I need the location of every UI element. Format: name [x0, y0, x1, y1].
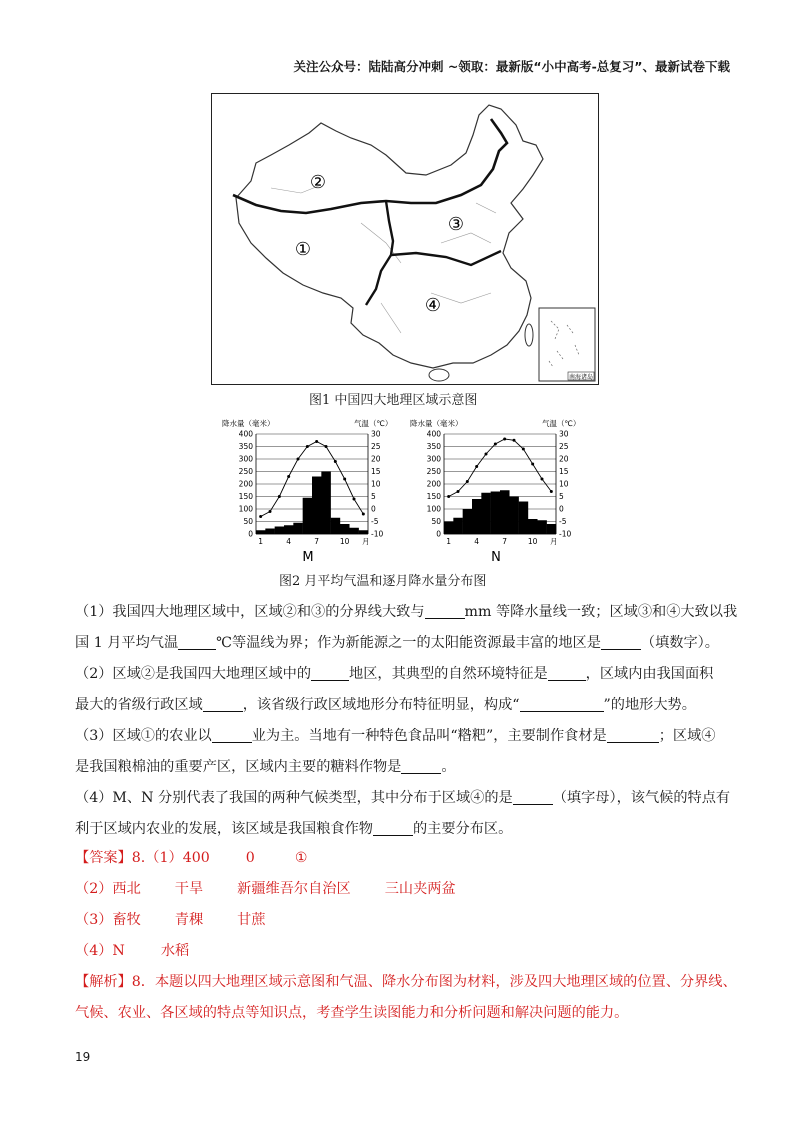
y-tick-label-left: 150 — [426, 492, 441, 501]
answer-blank[interactable] — [311, 664, 349, 681]
temperature-point — [485, 453, 488, 456]
temperature-point — [362, 513, 365, 516]
x-tick-label: 4 — [474, 537, 480, 546]
answer-line2: （2）西北 干旱 新疆维吾尔自治区 三山夹两盆 — [75, 881, 456, 897]
precip-bar — [472, 499, 482, 534]
q2-line2: 最大的省级行政区域 ，该省级行政区域地形分布特征明显，构成“ ”的地形大势。 — [75, 697, 696, 713]
q4-line1: （4）M、N 分别代表了我国的两种气候类型，其中分布于区域④的是 （填字母），该气候的特点有 — [75, 790, 731, 806]
answer-block — [75, 843, 737, 1029]
precip-bar — [547, 524, 557, 534]
y-tick-label-left: 300 — [238, 454, 253, 464]
answer-blank[interactable] — [548, 664, 586, 681]
x-tick-label: 1 — [446, 537, 452, 546]
region-label-2: ② — [309, 172, 327, 193]
answer-blank[interactable] — [601, 633, 641, 650]
temperature-point — [353, 498, 356, 501]
precip-bar — [500, 490, 510, 534]
temperature-point — [522, 448, 525, 451]
y-tick-label-left: 100 — [426, 504, 441, 514]
precip-bar — [256, 530, 266, 534]
y-axis-label-right: 气温（℃） — [542, 419, 581, 428]
answer-line1: 【答案】8.（1）400 0 ① — [75, 850, 308, 866]
temperature-point — [334, 460, 337, 463]
y-tick-label-right: 5 — [559, 492, 564, 501]
y-tick-label-right: 20 — [371, 454, 381, 464]
y-tick-label-left: 350 — [426, 442, 441, 451]
region-label-4: ④ — [424, 295, 442, 316]
answer-blank[interactable] — [425, 602, 465, 619]
y-tick-label-right: 10 — [559, 479, 569, 489]
temperature-line — [449, 439, 552, 497]
y-tick-label-left: 250 — [238, 467, 253, 476]
y-tick-label-left: 100 — [238, 504, 253, 514]
answer-blank[interactable] — [212, 726, 252, 743]
china-regions-map — [211, 93, 599, 385]
q1-line2: 国 1 月平均气温 ℃等温线为界；作为新能源之一的太阳能资源最丰富的地区是 （填数字）。 — [75, 635, 719, 651]
map-svg — [211, 93, 599, 385]
x-tick-label: 10 — [339, 537, 350, 546]
answer-blank[interactable] — [373, 819, 413, 836]
y-tick-label-left: 300 — [426, 454, 441, 464]
x-tick-label: 10 — [527, 537, 538, 546]
y-tick-label-left: 400 — [238, 429, 253, 439]
temperature-point — [457, 490, 460, 493]
inset-label: 南海诸岛 — [568, 374, 594, 381]
y-tick-label-left: 200 — [426, 479, 441, 489]
y-tick-label-right: -5 — [559, 517, 567, 526]
answer-blank[interactable] — [520, 695, 604, 712]
figure2-caption: 图2 月平均气温和逐月降水量分布图 — [279, 574, 487, 589]
x-tick-label: 1 — [258, 537, 264, 546]
temperature-point — [541, 478, 544, 481]
q4-line2: 利于区域内农业的发展，该区域是我国粮食作物 的主要分布区。 — [75, 821, 513, 837]
temperature-point — [513, 439, 516, 442]
y-tick-label-left: 50 — [243, 517, 253, 526]
precip-bar — [293, 523, 303, 534]
precip-bar — [481, 493, 491, 534]
analysis-line2: 气候、农业、各区域的特点等知识点，考查学生读图能力和分析问题和解决问题的能力。 — [75, 1005, 629, 1021]
answer-line4: （4）N 水稻 — [75, 943, 190, 959]
precip-bar — [444, 522, 454, 535]
y-tick-label-left: 350 — [238, 442, 253, 451]
y-tick-label-right: 20 — [559, 454, 569, 464]
temperature-point — [278, 495, 281, 498]
q1-line1: （1）我国四大地理区域中，区域②和③的分界线大致与 mm 等降水量线一致；区域③和④大致以我 — [75, 604, 738, 620]
y-tick-label-right: -5 — [371, 517, 379, 526]
answer-blank[interactable] — [178, 633, 216, 650]
x-tick-label: 4 — [286, 537, 292, 546]
precip-bar — [491, 492, 501, 535]
y-axis-label-left: 降水量（毫米） — [222, 419, 275, 428]
temperature-point — [550, 490, 553, 493]
precip-bar — [463, 509, 473, 534]
region-label-1: ① — [294, 239, 312, 260]
y-tick-label-left: 400 — [426, 429, 441, 439]
x-axis-label: 月 — [362, 537, 370, 546]
climate-chart-m — [220, 416, 400, 568]
y-axis-label-right: 气温（℃） — [354, 419, 393, 428]
q2-line1: （2）区域②是我国四大地理区域中的 地区，其典型的自然环境特征是 ，区域内由我国面积 — [75, 666, 714, 682]
y-tick-label-left: 0 — [436, 529, 441, 539]
temperature-point — [315, 440, 318, 443]
precip-bar — [519, 502, 529, 535]
page-number: 19 — [75, 1050, 91, 1064]
precip-bar — [340, 524, 350, 534]
y-tick-label-right: 30 — [371, 429, 381, 439]
temperature-point — [475, 465, 478, 468]
temperature-point — [343, 478, 346, 481]
precip-bar — [303, 498, 313, 534]
temperature-point — [531, 463, 534, 466]
y-tick-label-right: 5 — [371, 492, 376, 501]
y-axis-label-left: 降水量（毫米） — [410, 419, 463, 428]
q3-line2: 是我国粮棉油的重要产区，区域内主要的糖料作物是 。 — [75, 759, 456, 775]
answer-blank[interactable] — [513, 788, 553, 805]
precip-bar — [284, 525, 294, 534]
answer-line3: （3）畜牧 青稞 甘蔗 — [75, 912, 266, 928]
q3-line1: （3）区域①的农业以 业为主。当地有一种特色食品叫“糌粑”，主要制作食材是 ；区域④ — [75, 728, 716, 744]
precip-bar — [528, 519, 538, 534]
precip-bar — [275, 527, 285, 535]
precip-bar — [331, 518, 341, 534]
temperature-point — [503, 438, 506, 441]
y-tick-label-left: 0 — [248, 529, 253, 539]
temperature-point — [466, 480, 469, 483]
y-tick-label-right: 15 — [559, 467, 569, 476]
temperature-point — [269, 510, 272, 513]
y-tick-label-right: -10 — [559, 529, 572, 539]
x-tick-label: 7 — [502, 537, 508, 546]
precip-bar — [537, 520, 547, 534]
x-axis-label: 月 — [550, 537, 558, 546]
precip-bar — [265, 529, 275, 535]
y-tick-label-right: 25 — [559, 442, 569, 451]
temperature-point — [297, 458, 300, 461]
y-tick-label-right: 0 — [371, 504, 376, 514]
answer-blank[interactable] — [401, 757, 441, 774]
answer-blank[interactable] — [203, 695, 243, 712]
y-tick-label-right: 0 — [559, 504, 564, 514]
y-tick-label-right: 30 — [559, 429, 569, 439]
precip-bar — [321, 472, 331, 535]
x-tick-label: 7 — [314, 537, 320, 546]
y-tick-label-left: 200 — [238, 479, 253, 489]
precip-bar — [359, 530, 369, 534]
region-label-3: ③ — [447, 214, 465, 235]
climate-chart-n — [408, 416, 588, 568]
y-tick-label-right: 15 — [371, 467, 381, 476]
answer-blank[interactable] — [607, 726, 659, 743]
temperature-point — [259, 515, 262, 518]
temperature-point — [447, 495, 450, 498]
south-china-sea-inset — [539, 308, 595, 381]
y-tick-label-right: 10 — [371, 479, 381, 489]
page-header: 关注公众号：陆陆高分冲刺 ~领取：最新版“小中高考-总复习”、最新试卷下载 — [293, 59, 730, 74]
temperature-point — [325, 445, 328, 448]
figure1-caption: 图1 中国四大地理区域示意图 — [309, 393, 478, 408]
precip-bar — [312, 477, 322, 535]
temperature-point — [306, 445, 309, 448]
y-tick-label-left: 250 — [426, 467, 441, 476]
y-tick-label-right: 25 — [371, 442, 381, 451]
chart-name-label: N — [491, 550, 501, 565]
analysis-line1: 【解析】8．本题以四大地理区域示意图和气温、降水分布图为材料，涉及四大地理区域的位置、分界线、 — [75, 974, 737, 990]
temperature-point — [287, 475, 290, 478]
chart-name-label: M — [302, 550, 314, 565]
y-tick-label-left: 150 — [238, 492, 253, 501]
precip-bar — [453, 518, 463, 534]
temperature-point — [494, 443, 497, 446]
questions-block — [75, 597, 745, 845]
precip-bar — [509, 497, 519, 535]
precip-bar — [349, 528, 359, 534]
y-tick-label-left: 50 — [431, 517, 441, 526]
y-tick-label-right: -10 — [371, 529, 384, 539]
